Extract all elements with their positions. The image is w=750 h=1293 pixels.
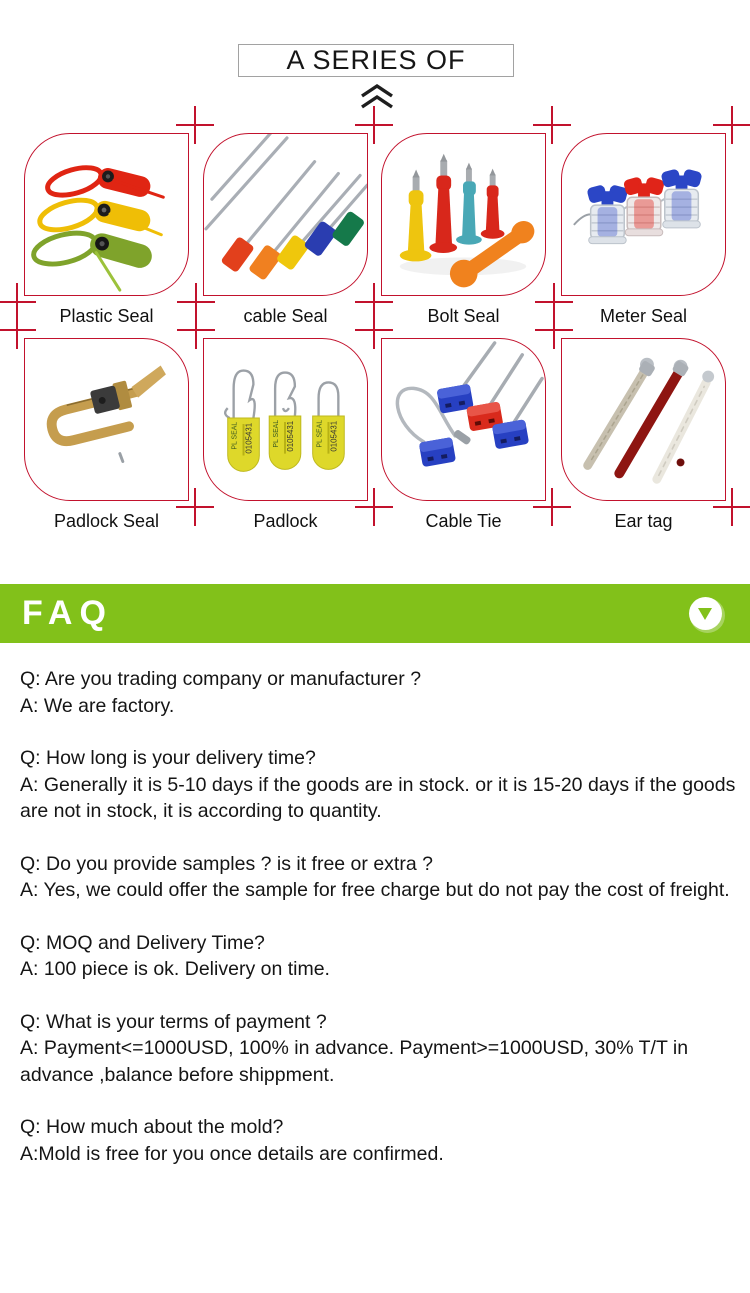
faq-question: Q: Are you trading company or manufacturer ? [20, 668, 422, 690]
series-title-box [238, 44, 514, 77]
svg-text:0105431: 0105431 [285, 420, 295, 452]
faq-item [20, 745, 736, 825]
svg-text:PL SEAL: PL SEAL [273, 419, 281, 448]
product-label: cable Seal [243, 306, 328, 326]
faq-item [20, 1009, 736, 1089]
product-tile-ear-tag [561, 338, 726, 531]
product-tile-plastic-seal [24, 133, 189, 326]
meter-seal-photo [561, 133, 726, 296]
ear-tag-photo [561, 338, 726, 501]
product-label: Cable Tie [425, 511, 502, 531]
faq-question: Q: How much about the mold? [20, 1116, 284, 1138]
product-tile-bolt-seal [381, 133, 546, 326]
cable-tie-photo [381, 338, 546, 501]
faq-item [20, 1114, 736, 1167]
faq-question: Q: Do you provide samples ? is it free or extra ? [20, 852, 433, 875]
bolt-seal-photo [381, 133, 546, 296]
faq-item [20, 930, 736, 983]
product-tile-padlock [203, 338, 368, 531]
product-label: Ear tag [614, 511, 673, 531]
faq-answer: A: Payment<=1000USD, 100% in advance. Payment>=1000USD, 30% T/T in advance ,balance before shippment. [20, 1037, 689, 1086]
series-title: A SERIES OF [286, 45, 466, 75]
faq-question: Q: How long is your delivery time? [20, 747, 316, 769]
product-tile-cable-seal [203, 133, 368, 326]
product-tile-padlock-seal [24, 338, 189, 531]
faq-list [20, 666, 736, 1193]
faq-answer: A: We are factory. [20, 694, 175, 717]
plastic-seal-photo [24, 133, 189, 296]
product-label: Padlock Seal [53, 511, 160, 531]
product-label: Meter Seal [599, 306, 688, 326]
product-tile-meter-seal [561, 133, 726, 326]
product-label: Bolt Seal [427, 306, 500, 326]
faq-answer: A: 100 piece is ok. Delivery on time. [20, 958, 330, 980]
double-chevron-up-icon [358, 82, 396, 117]
padlock-seal-photo [24, 338, 189, 501]
product-tile-cable-tie [381, 338, 546, 531]
svg-text:PL SEAL: PL SEAL [231, 421, 239, 450]
padlock-photo [203, 338, 368, 501]
down-triangle-icon [698, 608, 712, 620]
product-label: Padlock [253, 511, 318, 531]
product-label: Plastic Seal [59, 306, 154, 326]
faq-question: Q: What is your terms of payment ? [20, 1010, 327, 1033]
faq-heading: FAQ [22, 594, 113, 632]
faq-question: Q: MOQ and Delivery Time? [20, 931, 265, 954]
circle-down-triangle-icon [689, 597, 722, 630]
svg-text:0105431: 0105431 [329, 420, 339, 452]
faq-answer: A: Yes, we could offer the sample for free charge but do not pay the cost of freight. [20, 879, 730, 901]
faq-answer: A: Generally it is 5-10 days if the goods are in stock. or it is 15-20 days if the goods are not in stock, it is according to quantity. [20, 773, 736, 822]
faq-banner [0, 584, 750, 643]
faq-answer: A:Mold is free for you once details are confirmed. [20, 1142, 444, 1165]
faq-item [20, 666, 736, 719]
svg-text:PL SEAL: PL SEAL [316, 419, 324, 448]
svg-text:0105431: 0105431 [244, 422, 254, 454]
cable-seal-photo [203, 133, 368, 296]
faq-item [20, 851, 736, 904]
